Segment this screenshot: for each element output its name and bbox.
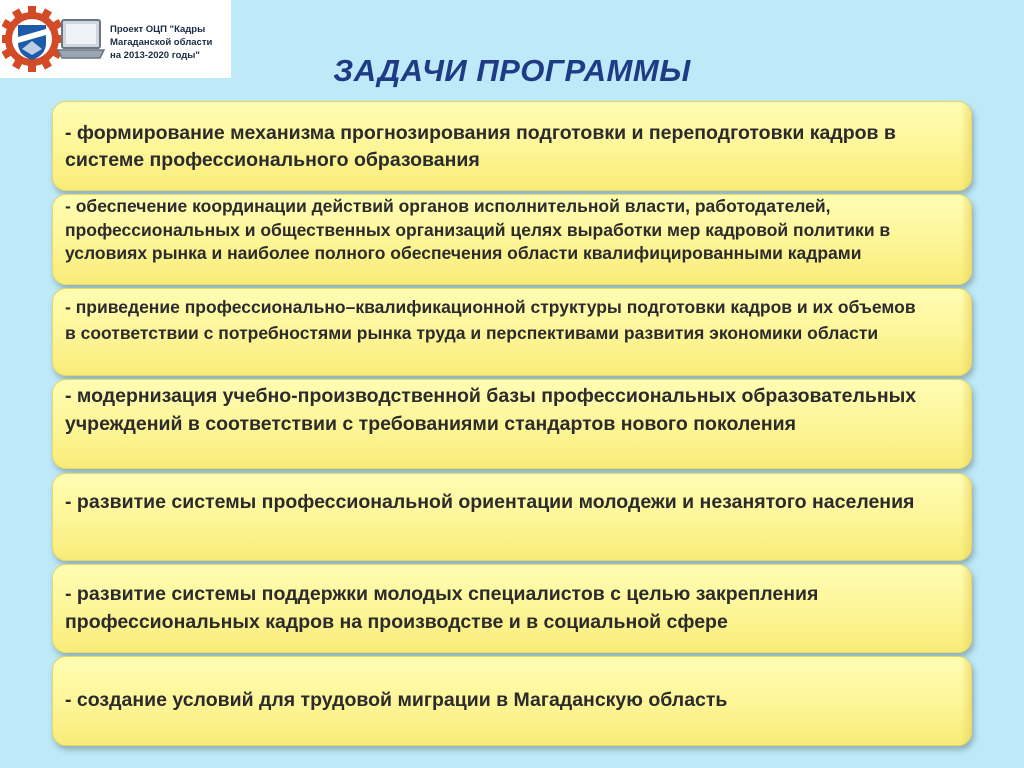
task-card (52, 101, 972, 191)
page-title: ЗАДАЧИ ПРОГРАММЫ (333, 53, 691, 88)
task-card (52, 288, 972, 376)
task-card (52, 379, 972, 469)
logo-caption-line: Проект ОЦП "Кадры (110, 24, 206, 35)
task-text: - формирование механизма прогнозирования подготовки и переподготовки кадров в системе профессионального образования (65, 122, 896, 171)
task-text: - развитие системы профессиональной ориентации молодежи и незанятого населения (65, 491, 915, 513)
task-text: - приведение профессионально–квалификационной структуры подготовки кадров и их объемов в соответствии с потребностями рынка труда и перспективами развития экономики области (65, 297, 916, 343)
task-card (52, 656, 972, 746)
task-text: - развитие системы поддержки молодых специалистов с целью закрепления профессиональных кадров на производстве и в социальной сфере (65, 583, 819, 633)
task-card (52, 564, 972, 653)
task-card (52, 473, 972, 561)
task-text: - модернизация учебно-производственной базы профессиональных образовательных учреждений в соответствии с требованиями стандартов нового поколения (65, 385, 917, 435)
logo-caption-line: Магаданской области (110, 37, 213, 48)
task-card (52, 194, 972, 285)
task-text: - создание условий для трудовой миграции в Магаданскую область (65, 689, 728, 711)
task-text: - обеспечение координации действий органов исполнительной власти, работодателей, профессиональных и общественных организаций целях выработки мер кадровой политики в условиях рынка и наиболее полного обеспечения области квалифицированными кадрами (65, 196, 891, 263)
logo-caption-line: на 2013-2020 годы" (110, 50, 200, 61)
